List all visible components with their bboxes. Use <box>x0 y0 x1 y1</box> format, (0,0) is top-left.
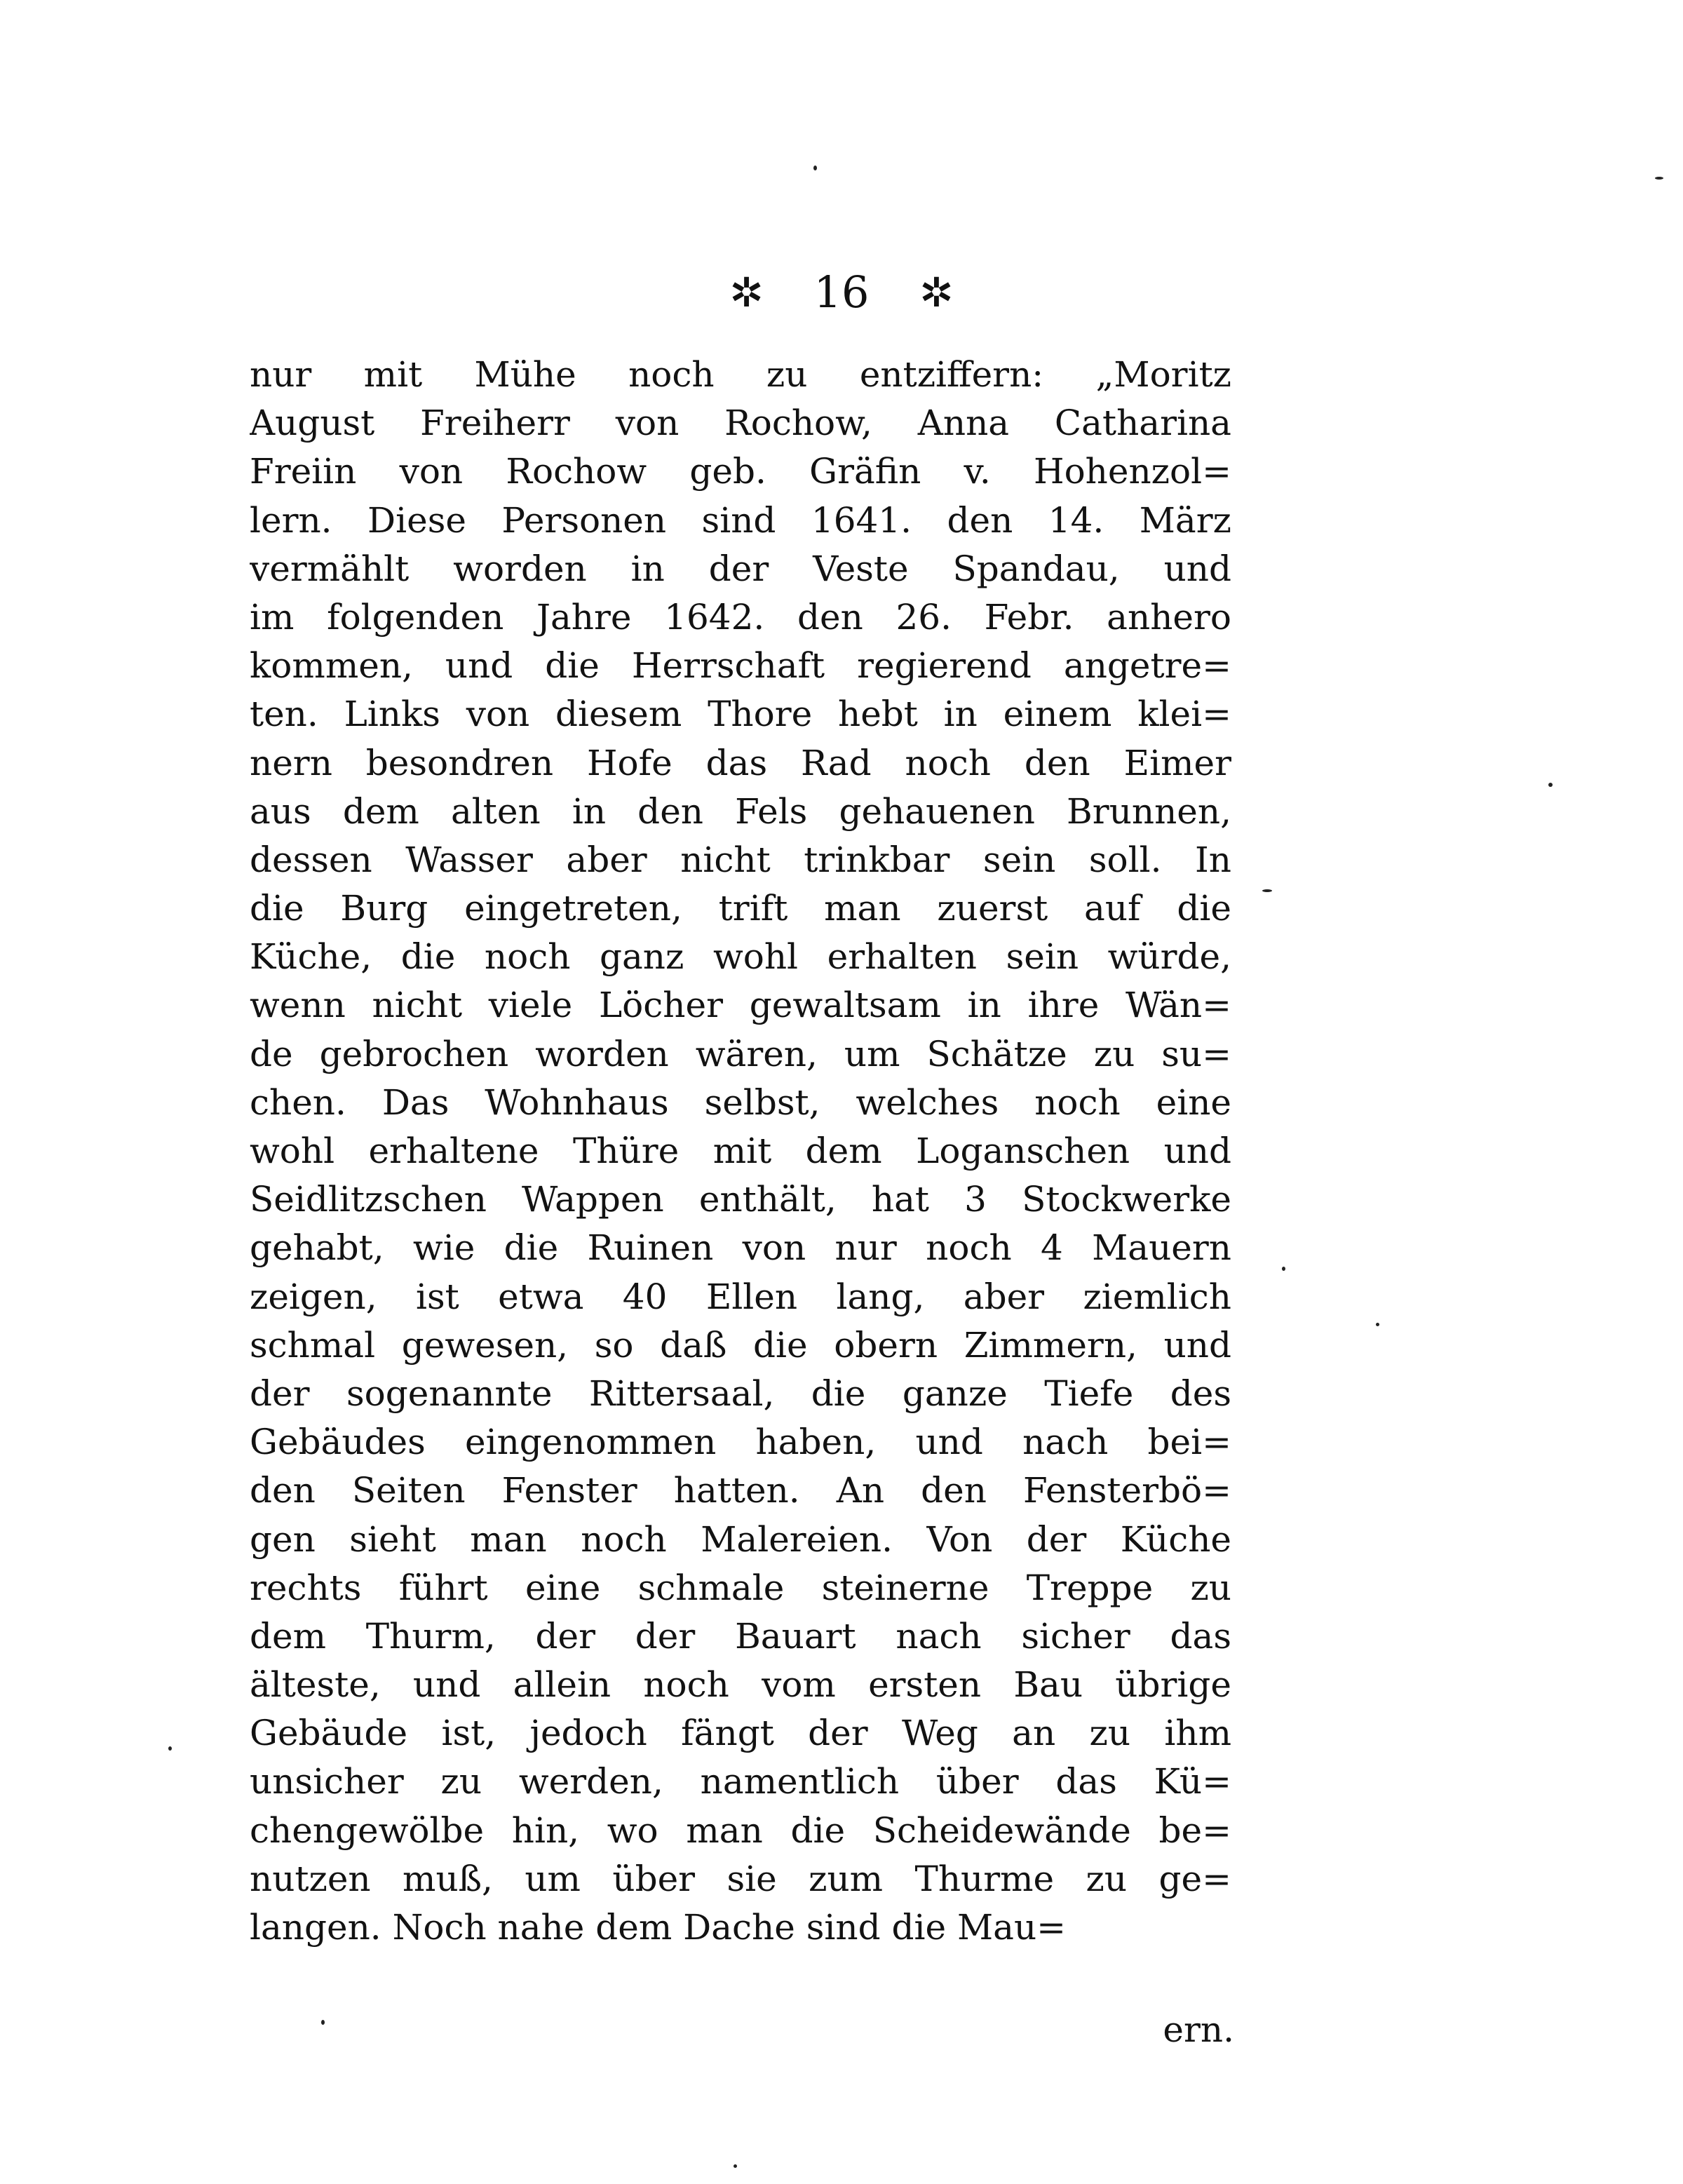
text-line: gehabt, wie die Ruinen von nur noch 4 Mauern <box>250 1227 1231 1269</box>
text-line: die Burg eingetreten, trift man zuerst auf die <box>250 888 1231 929</box>
text-line: älteste, und allein noch vom ersten Bau übrige <box>250 1664 1231 1706</box>
page-number: 16 <box>813 266 870 318</box>
scan-speck <box>1262 889 1272 892</box>
text-line: nern besondren Hofe das Rad noch den Eimer <box>250 742 1231 783</box>
text-line: de gebrochen worden wären, um Schätze zu su= <box>250 1033 1231 1074</box>
scan-speck <box>168 1746 172 1751</box>
text-line: nur mit Mühe noch zu entziffern: „Moritz <box>250 354 1231 395</box>
text-line: schmal gewesen, so daß die obern Zimmern, und <box>250 1324 1231 1366</box>
scan-speck <box>1655 177 1663 180</box>
page-header <box>0 254 1683 324</box>
scan-speck <box>1376 1323 1379 1326</box>
text-line: nutzen muß, um über sie zum Thurme zu ge= <box>250 1858 1231 1899</box>
text-line: den Seiten Fenster hatten. An den Fensterbö= <box>250 1470 1231 1511</box>
ornament-right-icon: ✲ <box>919 268 954 316</box>
text-line: wenn nicht viele Löcher gewaltsam in ihre Wän= <box>250 985 1231 1026</box>
text-line: lern. Diese Personen sind 1641. den 14. März <box>250 499 1231 541</box>
text-line: im folgenden Jahre 1642. den 26. Febr. anhero <box>250 596 1231 638</box>
text-line: zeigen, ist etwa 40 Ellen lang, aber ziemlich <box>250 1276 1231 1317</box>
scan-speck <box>321 2020 325 2025</box>
scan-speck <box>813 166 817 170</box>
text-line: der sogenannte Rittersaal, die ganze Tiefe des <box>250 1373 1231 1414</box>
text-line: langen. Noch nahe dem Dache sind die Mau= <box>250 1907 1067 1948</box>
text-line: Küche, die noch ganz wohl erhalten sein würde, <box>250 936 1231 978</box>
text-line: dem Thurm, der der Bauart nach sicher das <box>250 1615 1231 1657</box>
text-line: Gebäudes eingenommen haben, und nach bei= <box>250 1422 1231 1463</box>
text-line: August Freiherr von Rochow, Anna Catharina <box>250 403 1231 444</box>
scan-speck <box>734 2164 737 2168</box>
scan-speck <box>1548 783 1553 787</box>
text-line: unsicher zu werden, namentlich über das Kü= <box>250 1761 1231 1802</box>
text-line: vermählt worden in der Veste Spandau, und <box>250 548 1231 589</box>
body-text <box>250 351 1231 1952</box>
text-line: kommen, und die Herrschaft regierend angetre= <box>250 645 1231 687</box>
text-line: ten. Links von diesem Thore hebt in einem klei= <box>250 694 1231 735</box>
text-line: Freiin von Rochow geb. Gräfin v. Hohenzol= <box>250 451 1231 492</box>
text-line: gen sieht man noch Malereien. Von der Küche <box>250 1518 1231 1560</box>
text-line: aus dem alten in den Fels gehauenen Brunnen, <box>250 790 1231 832</box>
text-line: chen. Das Wohnhaus selbst, welches noch eine <box>250 1081 1231 1123</box>
text-line: Gebäude ist, jedoch fängt der Weg an zu ihm <box>250 1713 1231 1754</box>
ornament-left-icon: ✲ <box>729 268 764 316</box>
text-line: rechts führt eine schmale steinerne Treppe zu <box>250 1567 1231 1608</box>
text-line: dessen Wasser aber nicht trinkbar sein soll. In <box>250 839 1231 880</box>
text-line: chengewölbe hin, wo man die Scheidewände be= <box>250 1809 1231 1851</box>
text-line: Seidlitzschen Wappen enthält, hat 3 Stockwerke <box>250 1179 1231 1220</box>
text-line: wohl erhaltene Thüre mit dem Loganschen und <box>250 1131 1231 1171</box>
catchword: ern. <box>1163 2009 1234 2050</box>
scan-speck <box>1282 1267 1285 1271</box>
